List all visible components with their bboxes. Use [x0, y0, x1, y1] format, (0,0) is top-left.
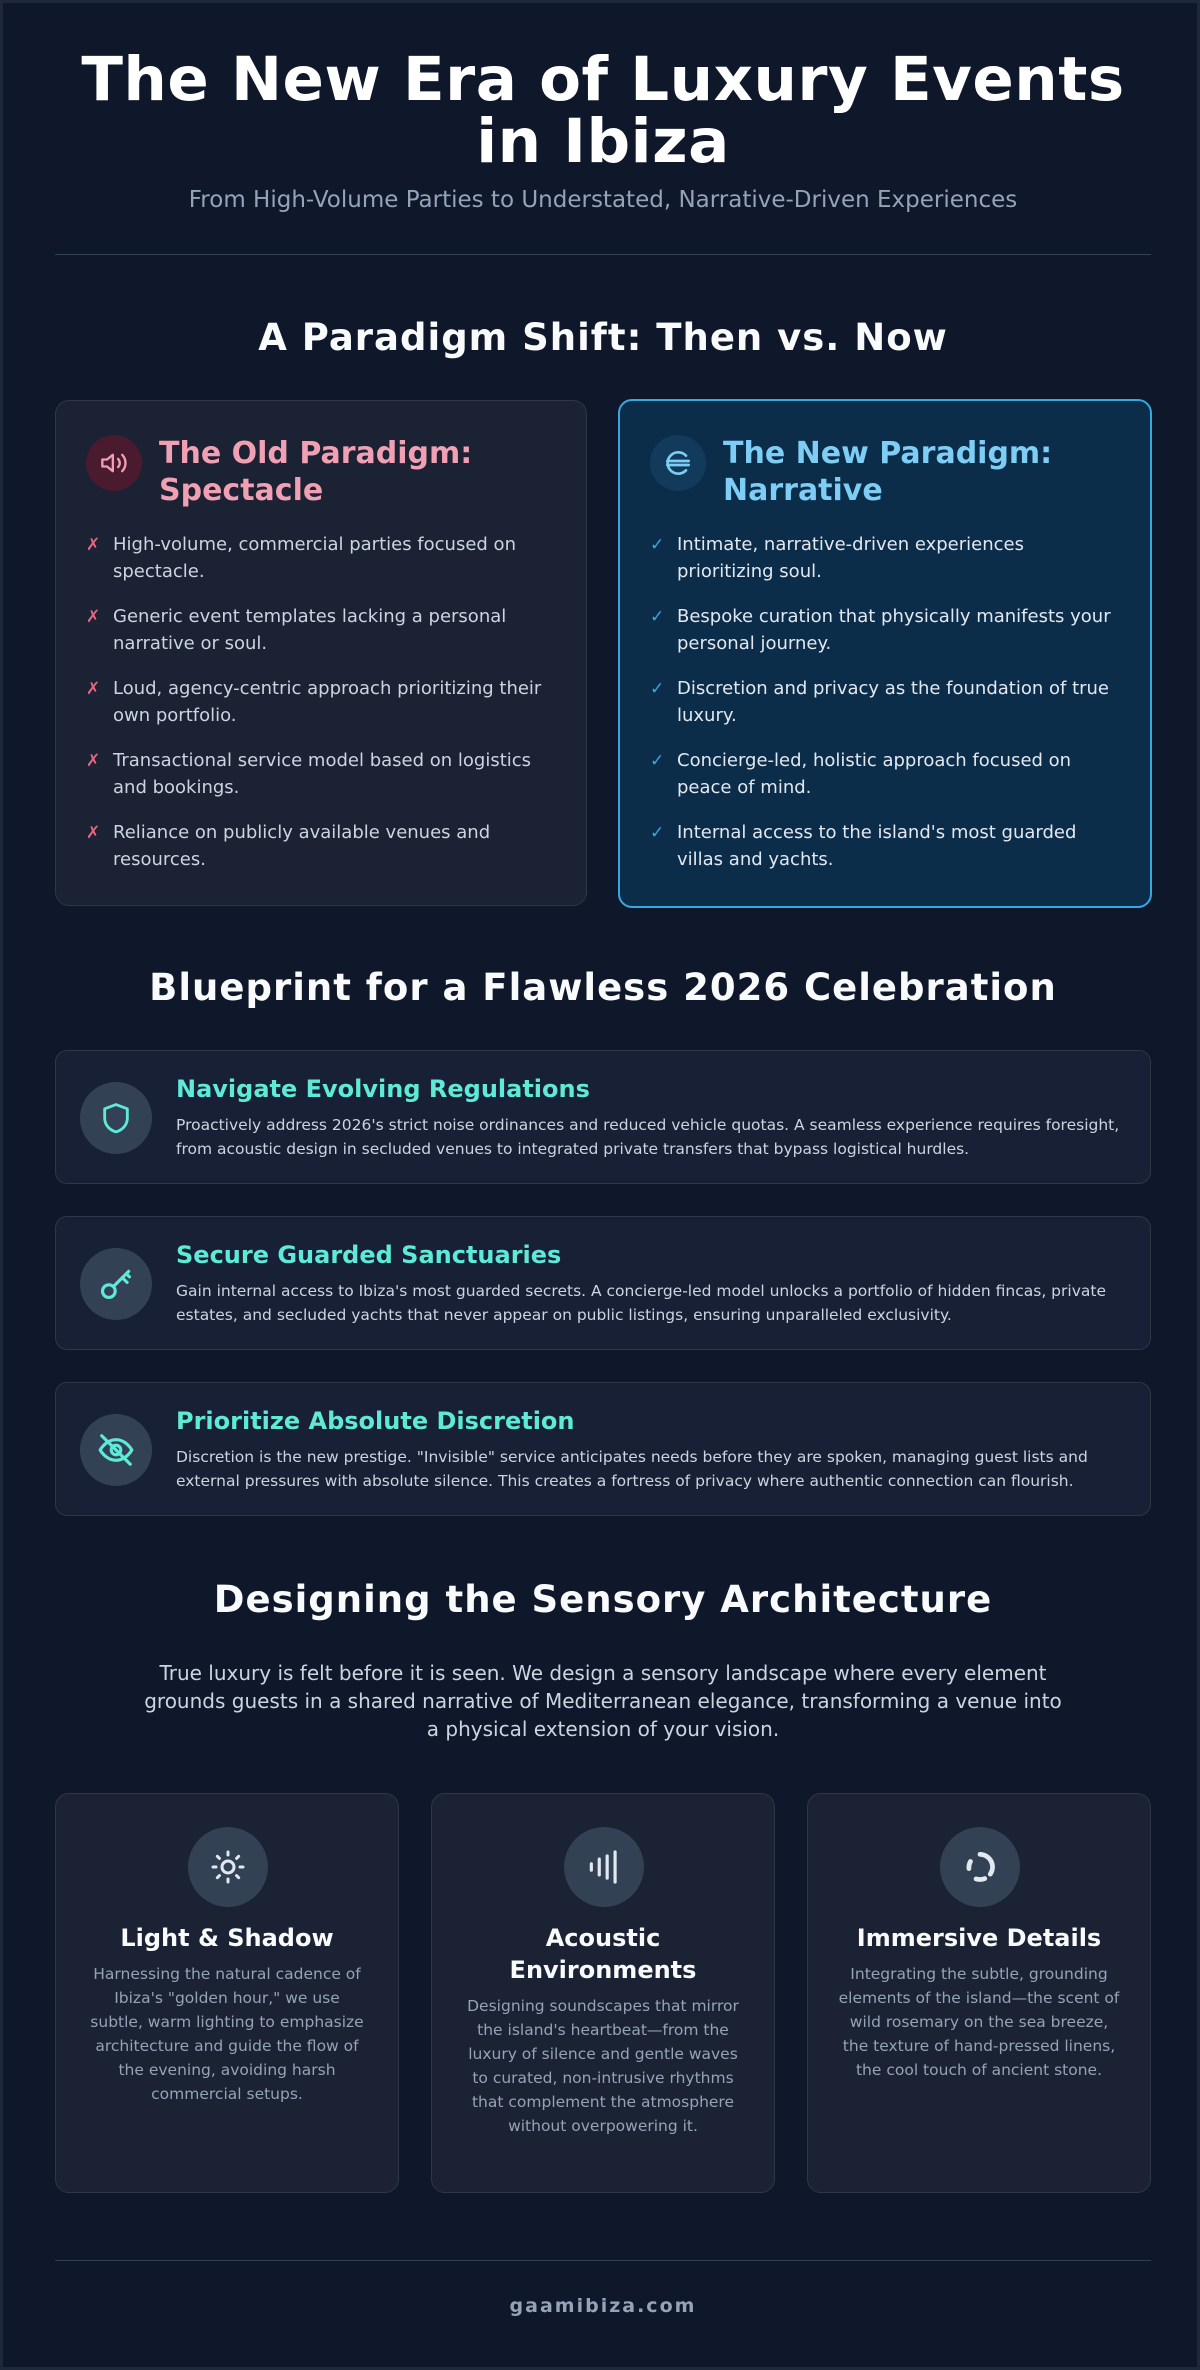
footer-site-link[interactable]: gaamibiza.com [509, 2295, 697, 2317]
list-item: ✓ Bespoke curation that physically manifests your personal journey. [650, 603, 1120, 657]
x-mark-icon: ✗ [86, 607, 101, 627]
sensory-card-title: Immersive Details [856, 1924, 1102, 1952]
new-paradigm-title: The New Paradigm: Narrative [723, 436, 1053, 508]
sensory-card [431, 1793, 775, 2193]
key-icon [80, 1248, 152, 1320]
sensory-card-description: Integrating the subtle, grounding elements of the island—the scent of wild rosemary on the sea breeze, the texture of hand-pressed linens, the cool touch of ancient stone. [838, 1965, 1120, 2079]
blueprint-card [55, 1382, 1151, 1516]
page-subtitle: From High-Volume Parties to Understated, Narrative-Driven Experiences [188, 187, 1018, 213]
new-paradigm-card [618, 399, 1152, 908]
sensory-card-description: Designing soundscapes that mirror the island's heartbeat—from the luxury of silence and gentle waves to curated, non-intrusive rhythms that complement the atmosphere without overpowering it. [467, 1997, 739, 2135]
blueprint-title: Secure Guarded Sanctuaries [176, 1241, 562, 1269]
eye-off-icon [80, 1414, 152, 1486]
sound-bars-icon [564, 1827, 644, 1907]
list-item: ✗ Transactional service model based on logistics and bookings. [86, 747, 556, 801]
x-mark-icon: ✗ [86, 751, 101, 771]
sun-icon [188, 1827, 268, 1907]
shield-icon [80, 1082, 152, 1154]
old-paradigm-card [55, 400, 587, 906]
divider [55, 254, 1151, 255]
blueprint-description: Proactively address 2026's strict noise ordinances and reduced vehicle quotas. A seamless experience requires foresight, from acoustic design in secluded venues to integrated private transfers that bypass logistical hurdles. [176, 1116, 1120, 1158]
page-title: The New Era of Luxury Events in Ibiza [81, 44, 1125, 177]
sensory-card [807, 1793, 1151, 2193]
old-paradigm-list [86, 531, 556, 891]
megaphone-icon [86, 435, 142, 491]
list-item: ✓ Concierge-led, holistic approach focused on peace of mind. [650, 747, 1120, 801]
sensory-card-description: Harnessing the natural cadence of Ibiza's "golden hour," we use subtle, warm lighting to emphasize architecture and guide the flow of the evening, avoiding harsh commercial setups. [90, 1965, 364, 2103]
blueprint-card [55, 1216, 1151, 1350]
check-mark-icon: ✓ [650, 823, 665, 843]
sensory-section-title: Designing the Sensory Architecture [213, 1578, 993, 1621]
blueprint-card [55, 1050, 1151, 1184]
blueprint-description: Gain internal access to Ibiza's most guarded secrets. A concierge-led model unlocks a portfolio of hidden fincas, private estates, and secluded yachts that never appear on public listings, ensuring unparalleled exclusivity. [176, 1282, 1106, 1324]
check-mark-icon: ✓ [650, 679, 665, 699]
list-item: ✗ Reliance on publicly available venues and resources. [86, 819, 556, 873]
old-paradigm-title: The Old Paradigm: Spectacle [159, 436, 473, 508]
check-mark-icon: ✓ [650, 607, 665, 627]
list-item: ✓ Internal access to the island's most guarded villas and yachts. [650, 819, 1120, 873]
list-item: ✓ Discretion and privacy as the foundation of true luxury. [650, 675, 1120, 729]
x-mark-icon: ✗ [86, 535, 101, 555]
check-mark-icon: ✓ [650, 535, 665, 555]
x-mark-icon: ✗ [86, 823, 101, 843]
sensory-card-title: Light & Shadow [120, 1924, 334, 1952]
blueprint-section-title: Blueprint for a Flawless 2026 Celebration [149, 966, 1057, 1009]
list-item: ✓ Intimate, narrative-driven experiences prioritizing soul. [650, 531, 1120, 585]
new-paradigm-list [650, 531, 1120, 891]
blueprint-title: Prioritize Absolute Discretion [176, 1407, 575, 1435]
blueprint-title: Navigate Evolving Regulations [176, 1075, 590, 1103]
x-mark-icon: ✗ [86, 679, 101, 699]
sensory-card-title: Acoustic Environments [509, 1924, 697, 1984]
loader-icon [940, 1827, 1020, 1907]
paradigm-section-title: A Paradigm Shift: Then vs. Now [258, 316, 948, 359]
blueprint-description: Discretion is the new prestige. "Invisible" service anticipates needs before they are spoken, managing guest lists and external pressures with absolute silence. This creates a fortress of privacy where authentic connection can flourish. [176, 1448, 1088, 1490]
sensory-card [55, 1793, 399, 2193]
hero [55, 44, 1151, 213]
sensory-intro: True luxury is felt before it is seen. We design a sensory landscape where every element grounds guests in a shared narrative of Mediterranean elegance, transforming a venue into a physical extension of your vision. [144, 1661, 1062, 1741]
compass-icon [650, 435, 706, 491]
new-paradigm-header [650, 435, 1120, 509]
list-item: ✗ High-volume, commercial parties focused on spectacle. [86, 531, 556, 585]
old-paradigm-header [86, 435, 556, 509]
list-item: ✗ Generic event templates lacking a personal narrative or soul. [86, 603, 556, 657]
list-item: ✗ Loud, agency-centric approach prioritizing their own portfolio. [86, 675, 556, 729]
footer-divider [55, 2260, 1151, 2261]
check-mark-icon: ✓ [650, 751, 665, 771]
